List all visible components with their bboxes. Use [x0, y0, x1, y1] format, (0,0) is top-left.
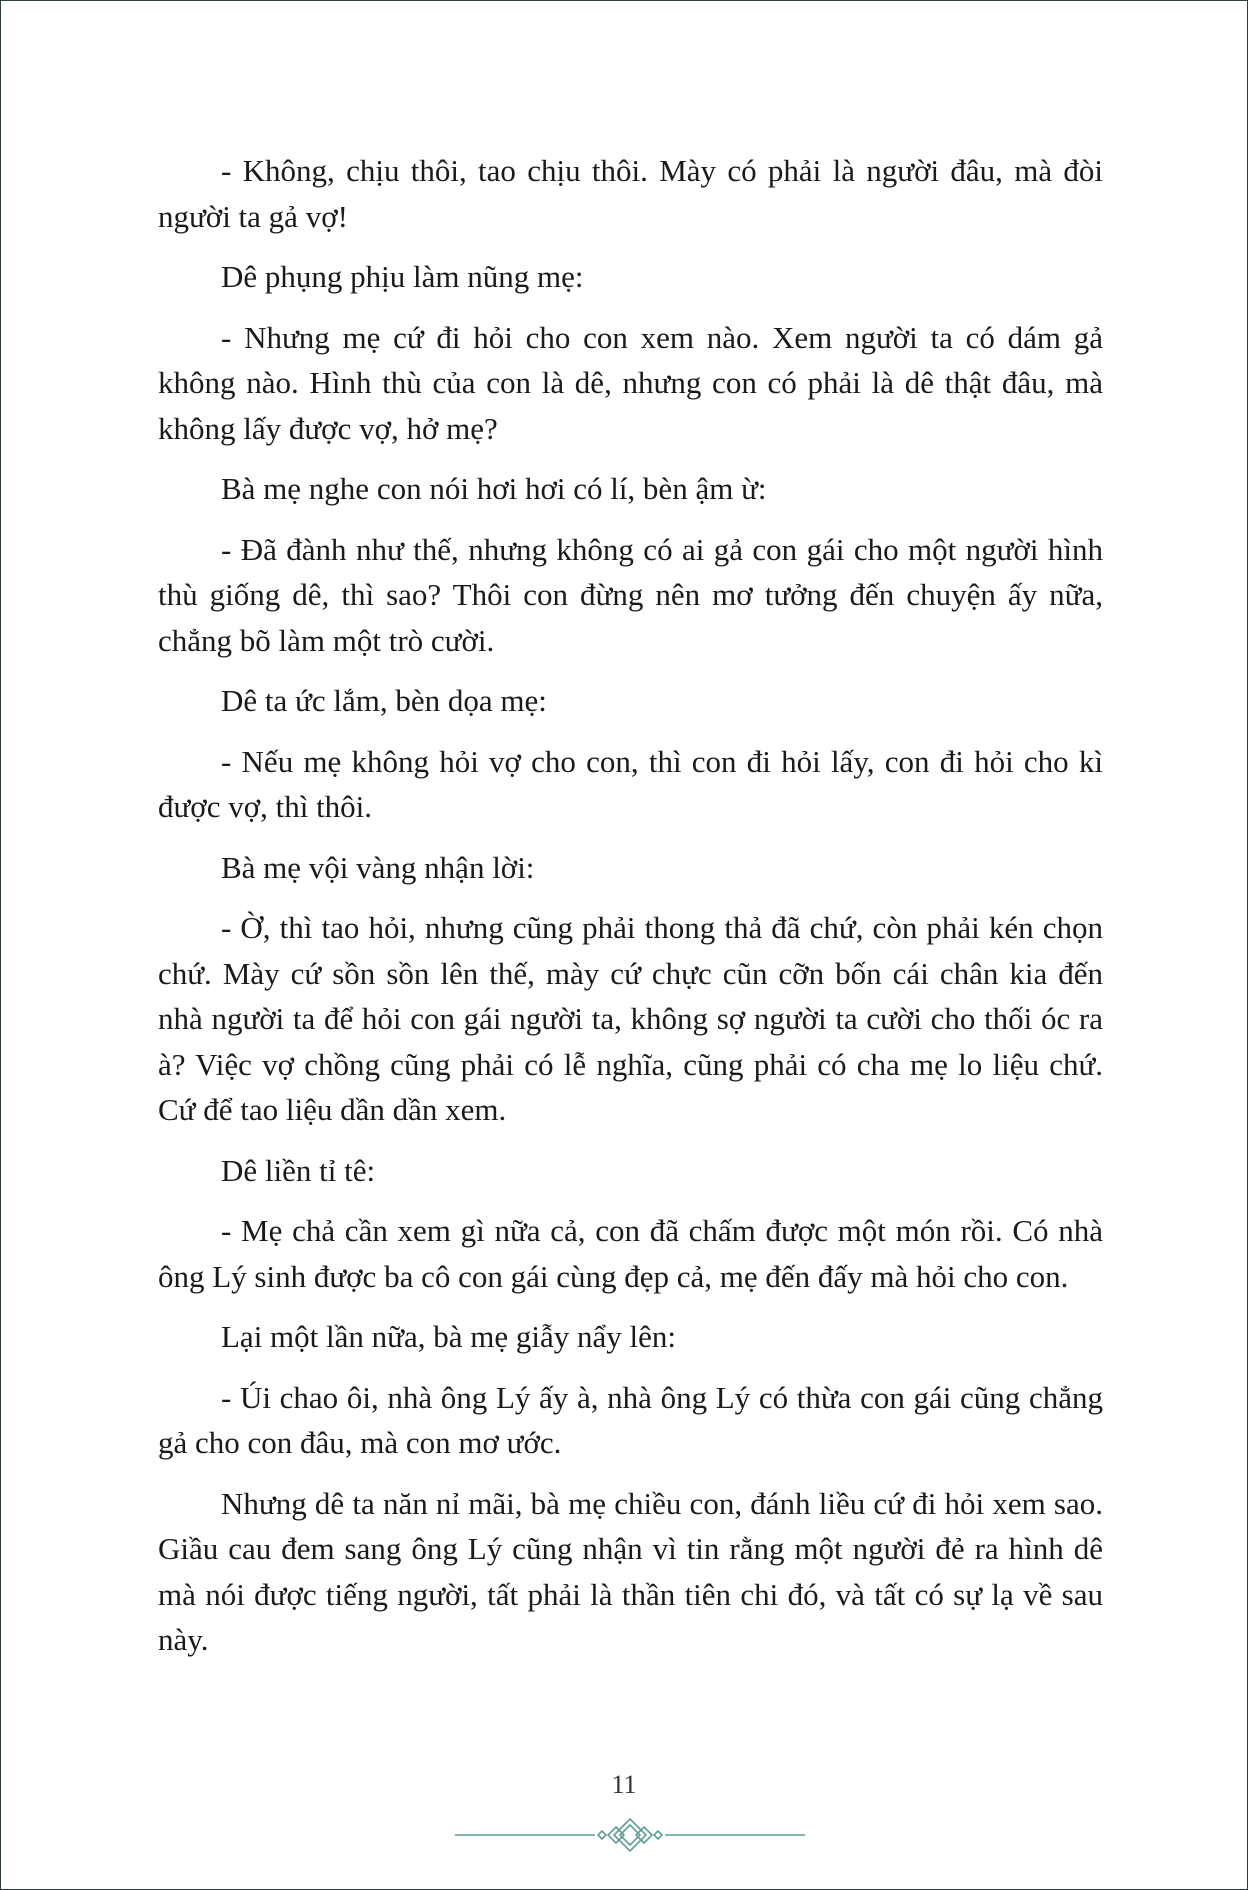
paragraph: Dê liền tỉ tê:	[221, 1152, 376, 1188]
page-number: 11	[611, 1770, 637, 1799]
story-text	[158, 148, 1103, 1678]
paragraph: - Nếu mẹ không hỏi vợ cho con, thì con đi hỏi lấy, con đi hỏi cho kì được vợ, thì thôi.	[158, 743, 1103, 824]
paragraph: Bà mẹ vội vàng nhận lời:	[221, 849, 535, 885]
decorative-divider-ornament-icon	[455, 1815, 805, 1855]
paragraph: Dê ta ức lắm, bèn dọa mẹ:	[221, 683, 547, 718]
paragraph: - Mẹ chả cần xem gì nữa cả, con đã chấm được một món rồi. Có nhà ông Lý sinh được ba cô con gái cùng đẹp cả, mẹ đến đấy mà hỏi cho con.	[158, 1213, 1103, 1294]
paragraph: - Không, chịu thôi, tao chịu thôi. Mày có phải là người đâu, mà đòi người ta gả vợ!	[158, 153, 1103, 234]
paragraph: Nhưng dê ta năn nỉ mãi, bà mẹ chiều con, đánh liều cứ đi hỏi xem sao. Giầu cau đem sang ông Lý cũng nhận vì tin rằng một người đẻ ra hình dê mà nói được tiếng người, tất phải là thần tiên chi đó, và tất có sự lạ về sau này.	[158, 1485, 1103, 1657]
paragraph: - Đã đành như thế, nhưng không có ai gả con gái cho một người hình thù giống dê, thì sao? Thôi con đừng nên mơ tưởng đến chuyện ấy nữa, chẳng bõ làm một trò cười.	[158, 531, 1103, 658]
paragraph: - Úi chao ôi, nhà ông Lý ấy à, nhà ông Lý có thừa con gái cũng chẳng gả cho con đâu, mà con mơ ước.	[158, 1379, 1103, 1460]
paragraph: Bà mẹ nghe con nói hơi hơi có lí, bèn ậm ừ:	[221, 471, 767, 506]
paragraph: Lại một lần nữa, bà mẹ giẫy nẩy lên:	[221, 1319, 676, 1354]
paragraph: - Nhưng mẹ cứ đi hỏi cho con xem nào. Xem người ta có dám gả không nào. Hình thù của con là dê, nhưng con có phải là dê thật đâu, mà không lấy được vợ, hở mẹ?	[158, 319, 1103, 446]
paragraph: - Ờ, thì tao hỏi, nhưng cũng phải thong thả đã chứ, còn phải kén chọn chứ. Mày cứ sồn sồn lên thế, mày cứ chực cũn cỡn bốn cái chân kia đến nhà người ta để hỏi con gái người ta, không sợ người ta cười cho thối óc ra à? Việc vợ chồng cũng phải có lễ nghĩa, cũng phải có cha mẹ lo liệu chứ. Cứ để tao liệu dần dần xem.	[158, 910, 1103, 1127]
paragraph: Dê phụng phịu làm nũng mẹ:	[221, 259, 584, 294]
